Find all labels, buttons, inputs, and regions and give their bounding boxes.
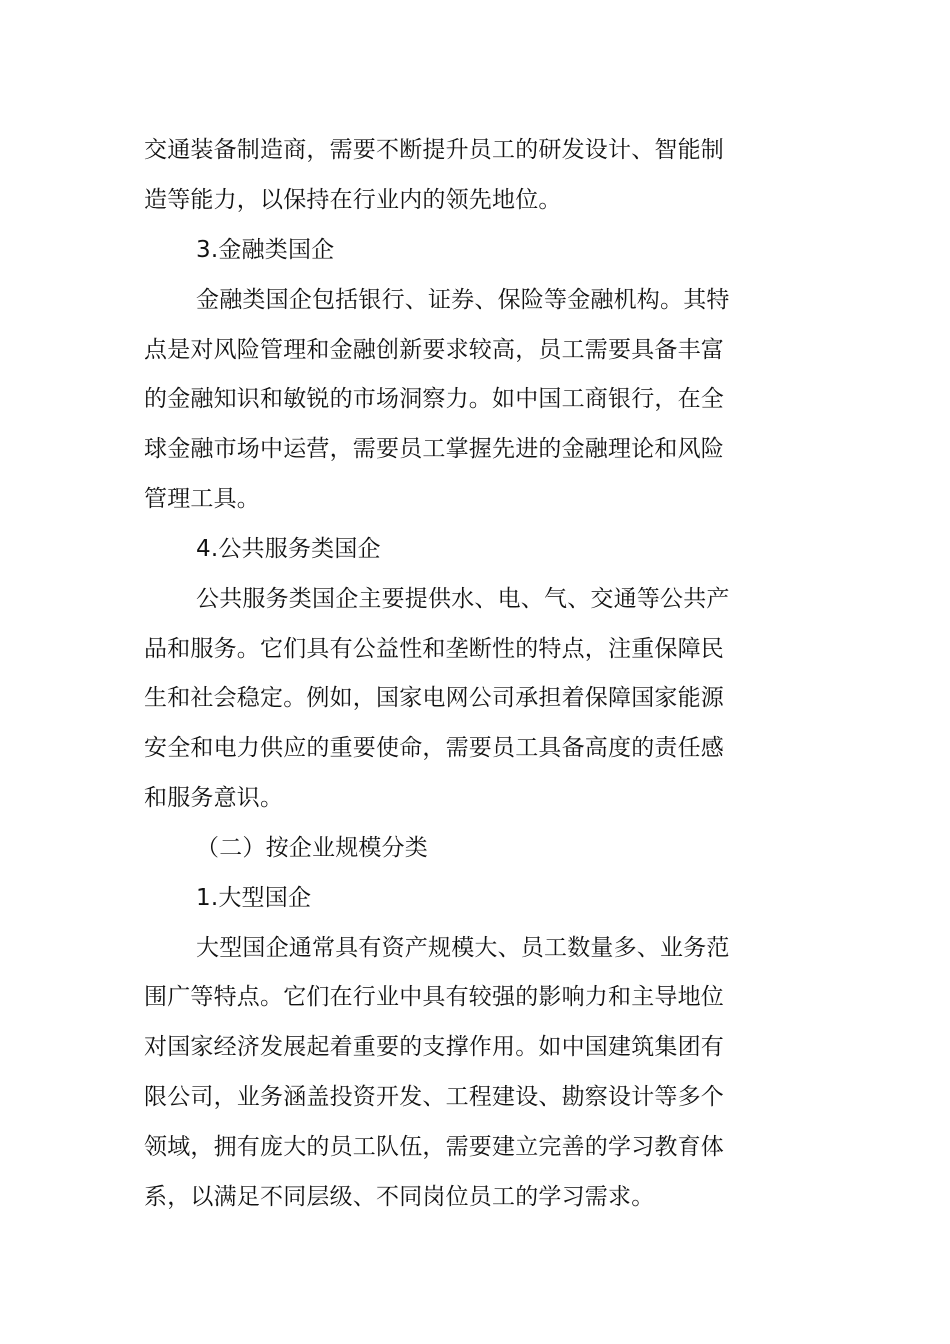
section-heading: 1.大型国企 xyxy=(196,885,312,911)
section-heading: （二）按企业规模分类 xyxy=(196,835,428,861)
paragraph-line: 限公司，业务涵盖投资开发、工程建设、勘察设计等多个 xyxy=(144,1084,724,1110)
paragraph-line: 球金融市场中运营，需要员工掌握先进的金融理论和风险 xyxy=(144,436,724,462)
paragraph-line: 大型国企通常具有资产规模大、员工数量多、业务范 xyxy=(196,935,730,961)
paragraph-line: 对国家经济发展起着重要的支撑作用。如中国建筑集团有 xyxy=(144,1034,724,1060)
paragraph-line: 系，以满足不同层级、不同岗位员工的学习需求。 xyxy=(144,1184,655,1210)
paragraph-line: 和服务意识。 xyxy=(144,785,284,811)
section-heading: 4.公共服务类国企 xyxy=(196,536,381,562)
paragraph-line: 品和服务。它们具有公益性和垄断性的特点，注重保障民 xyxy=(144,636,724,662)
paragraph-line: 围广等特点。它们在行业中具有较强的影响力和主导地位 xyxy=(144,984,724,1010)
paragraph-line: 造等能力，以保持在行业内的领先地位。 xyxy=(144,187,562,213)
paragraph-line: 领域，拥有庞大的员工队伍，需要建立完善的学习教育体 xyxy=(144,1134,724,1160)
paragraph-line: 生和社会稳定。例如，国家电网公司承担着保障国家能源 xyxy=(144,685,724,711)
paragraph-line: 管理工具。 xyxy=(144,486,260,512)
paragraph-line: 点是对风险管理和金融创新要求较高，员工需要具备丰富 xyxy=(144,337,724,363)
paragraph-line: 金融类国企包括银行、证券、保险等金融机构。其特 xyxy=(196,287,730,313)
paragraph-line: 公共服务类国企主要提供水、电、气、交通等公共产 xyxy=(196,586,730,612)
paragraph-line: 的金融知识和敏锐的市场洞察力。如中国工商银行，在全 xyxy=(144,386,724,412)
section-heading: 3.金融类国企 xyxy=(196,237,335,263)
paragraph-line: 安全和电力供应的重要使命，需要员工具备高度的责任感 xyxy=(144,735,724,761)
paragraph-line: 交通装备制造商，需要不断提升员工的研发设计、智能制 xyxy=(144,137,724,163)
